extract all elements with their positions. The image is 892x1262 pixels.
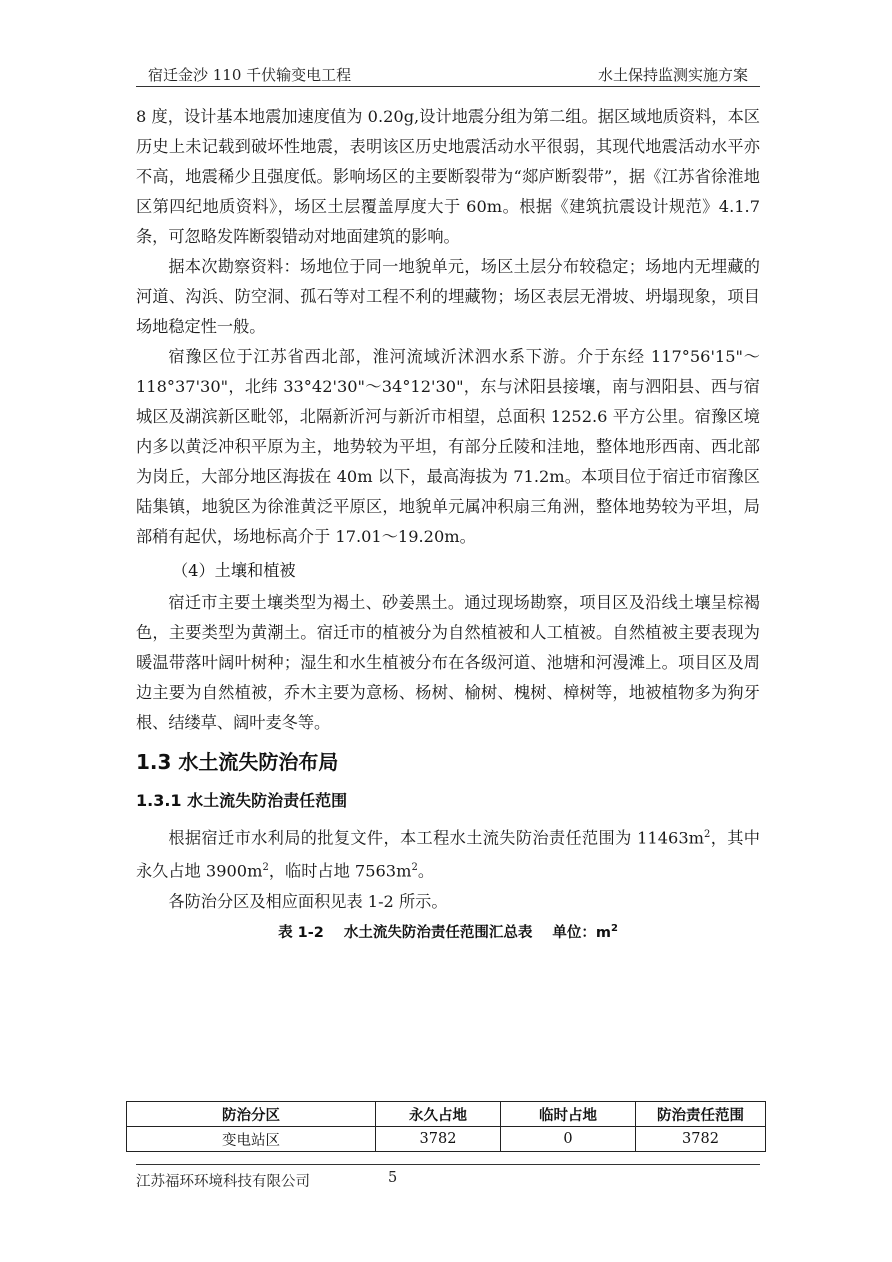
table-cell: 0 xyxy=(501,1127,636,1152)
table-cell: 3782 xyxy=(636,1127,766,1152)
paragraph-seismic: 8 度，设计基本地震加速度值为 0.20g,设计地震分组为第二组。据区域地质资料，本区历史上未记载到破坏性地震，表明该区历史地震活动水平很弱，其现代地震活动水平亦不高，地震稀少且强度低。影响场区的主要断裂带为“郯庐断裂带”，据《江苏省徐淮地区第四纪地质资料》，场区土层覆盖厚度大于 60m。根据《建筑抗震设计规范》4.1.7 条，可忽略发阵断裂错动对地面建筑的影响。 xyxy=(136,107,760,246)
superscript-2: 2 xyxy=(262,862,269,874)
page-header xyxy=(136,60,760,86)
range-text-1: 根据宿迁市水利局的批复文件，本工程水土流失防治责任范围为 11463m xyxy=(168,828,704,848)
table-unit-superscript: 2 xyxy=(610,922,618,934)
table-caption-title: 水土流失防治责任范围汇总表 xyxy=(343,924,533,941)
subsection-soil-vegetation: （4）土壤和植被 xyxy=(172,561,296,580)
page-footer xyxy=(136,1170,398,1191)
table-row xyxy=(127,1127,766,1152)
table-caption xyxy=(136,921,760,942)
table-cell: 3782 xyxy=(376,1127,501,1152)
table-header-cell: 临时占地 xyxy=(501,1102,636,1127)
table-header-cell: 防治责任范围 xyxy=(636,1102,766,1127)
table-caption-unit xyxy=(552,922,618,941)
paragraph-responsibility-range xyxy=(136,820,760,887)
table-unit-text: 单位：m xyxy=(552,924,611,941)
superscript-2: 2 xyxy=(703,829,711,840)
paragraph-soil: 宿迁市主要土壤类型为褐土、砂姜黑土。通过现场勘察，项目区及沿线土壤呈棕褐色，主要类型为黄潮土。宿迁市的植被分为自然植被和人工植被。自然植被主要表现为暖温带落叶阔叶树种；湿生和水生植被分布在各级河道、池塘和河漫滩上。项目区及周边主要为自然植被，乔木主要为意杨、杨树、榆树、槐树、樟树等，地被植物多为狗牙根、结缕草、阔叶麦冬等。 xyxy=(136,593,760,732)
table-cell: 变电站区 xyxy=(127,1127,376,1152)
table-header-cell: 防治分区 xyxy=(127,1102,376,1127)
paragraph-survey: 据本次勘察资料：场地位于同一地貌单元，场区土层分布较稳定；场地内无埋藏的河道、沟浜、防空洞、孤石等对工程不利的埋藏物；场区表层无滑坡、坍塌现象，项目场地稳定性一般。 xyxy=(136,257,760,336)
table-header-cell: 永久占地 xyxy=(376,1102,501,1127)
footer-company: 江苏福环环境科技有限公司 xyxy=(136,1174,310,1190)
paragraph-table-reference: 各防治分区及相应面积见表 1-2 所示。 xyxy=(168,891,448,911)
range-text-4: 。 xyxy=(417,861,435,881)
document-body xyxy=(136,102,760,948)
table-header-row xyxy=(127,1102,766,1127)
paragraph-geography: 宿豫区位于江苏省西北部，淮河流域沂沭泗水系下游。介于东经 117°56'15"～118°37'30"，北纬 33°42'30"～34°12'30"，东与沭阳县接壤，南与泗阳县、西与宿城区及湖滨新区毗邻，北隔新沂河与新沂市相望，总面积 1252.6 平方公里。宿豫区境内多以黄泛冲积平原为主，地势较为平坦，有部分丘陵和洼地，整体地形西南、西北部为岗丘，大部分地区海拔在 40m 以下，最高海拔为 71.2m。本项目位于宿迁市宿豫区陆集镇，地貌区为徐淮黄泛平原区，地貌单元属冲积扇三角洲，整体地势较为平坦，局部稍有起伏，场地标高介于 17.01～19.20m。 xyxy=(136,347,760,546)
range-text-3: ，临时占地 7563m xyxy=(268,861,412,881)
footer-divider xyxy=(136,1164,760,1165)
section-heading-1-3: 1.3 水土流失防治布局 xyxy=(136,750,339,774)
page-number: 5 xyxy=(388,1170,398,1186)
range-text-2: ，其中永久占地 3900m xyxy=(136,828,760,881)
header-divider xyxy=(136,86,760,87)
header-document-title: 水土保持监测实施方案 xyxy=(597,66,748,84)
superscript-2: 2 xyxy=(411,862,418,874)
table-caption-number: 表 1-2 xyxy=(278,924,324,941)
section-heading-1-3-1: 1.3.1 水土流失防治责任范围 xyxy=(136,791,348,810)
header-project-title: 宿迁金沙 110 千伏输变电工程 xyxy=(148,66,352,84)
responsibility-range-table xyxy=(126,1101,766,1152)
